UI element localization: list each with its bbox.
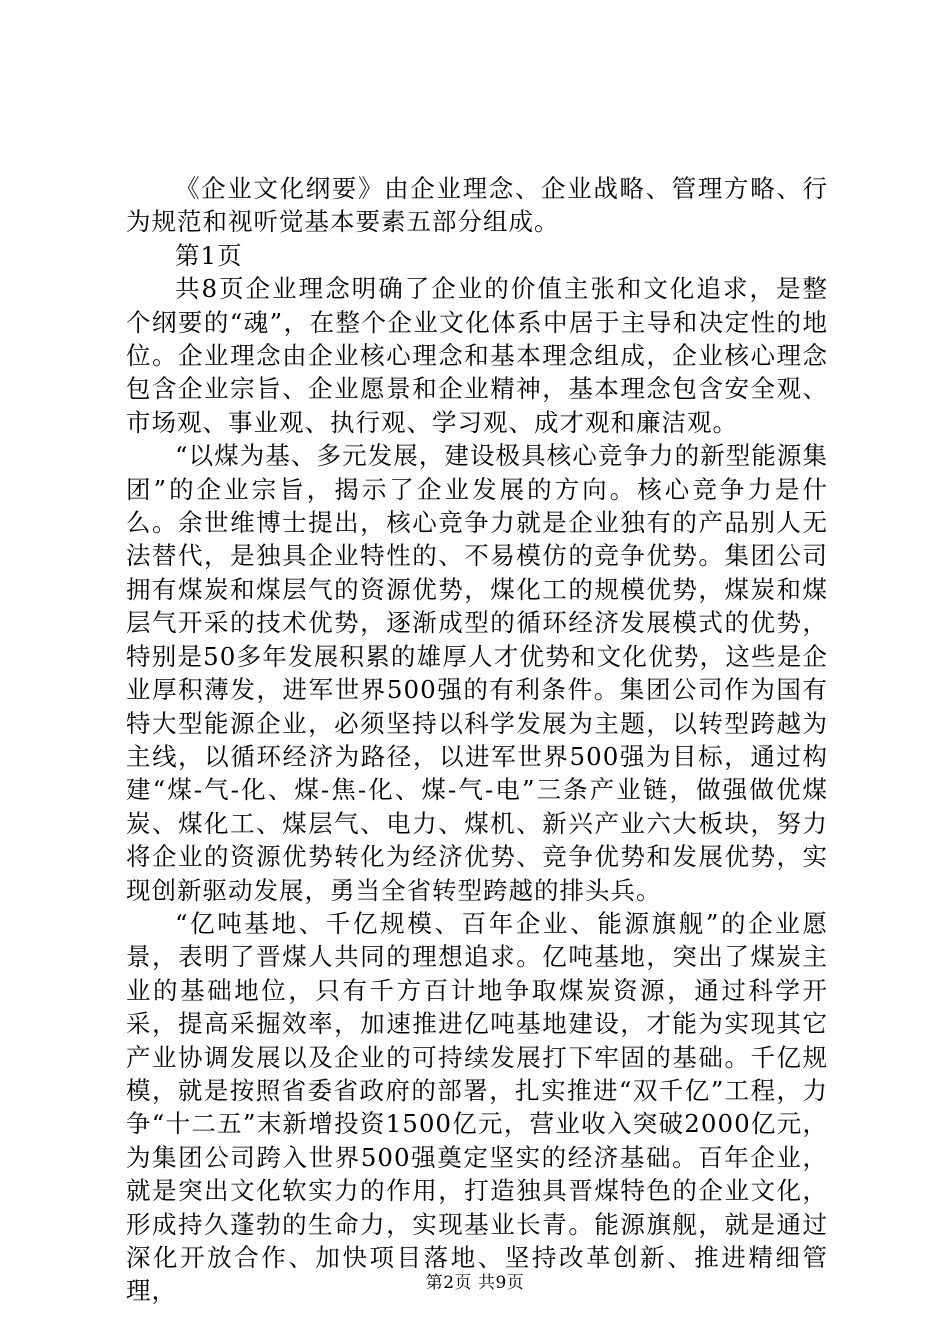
paragraph-enterprise-philosophy: 共8页企业理念明确了企业的价值主张和文化追求，是整个纲要的“魂”，在整个企业文化体系中居于主导和决定性的地位。企业理念由企业核心理念和基本理念组成，企业核心理念包含企业宗旨、企业愿景和企业精神，基本理念包含安全观、市场观、事业观、执行观、学习观、成才观和廉洁观。	[126, 274, 828, 437]
page-footer: 第2页 共9页	[425, 1273, 525, 1293]
paragraph-page-marker: 第1页	[175, 240, 243, 270]
paragraph-outline-intro: 《企业文化纲要》由企业理念、企业战略、管理方略、行为规范和视听觉基本要素五部分组成。	[126, 174, 828, 237]
document-body	[126, 172, 828, 1308]
paragraph-enterprise-purpose: “以煤为基、多元发展，建设极具核心竞争力的新型能源集团”的企业宗旨，揭示了企业发展的方向。核心竞争力是什么。余世维博士提出，核心竞争力就是企业独有的产品别人无法替代，是独具企业特性的、不易模仿的竞争优势。集团公司拥有煤炭和煤层气的资源优势，煤化工的规模优势，煤炭和煤层气开采的技术优势，逐渐成型的循环经济发展模式的优势，特别是50多年发展积累的雄厚人才优势和文化优势，这些是企业厚积薄发，进军世界500强的有利条件。集团公司作为国有特大型能源企业，必须坚持以科学发展为主题，以转型跨越为主线，以循环经济为路径，以进军世界500强为目标，通过构建“煤-气-化、煤-焦-化、煤-气-电”三条产业链，做强做优煤炭、煤化工、煤层气、电力、煤机、新兴产业六大板块，努力将企业的资源优势转化为经济优势、竞争优势和发展优势，实现创新驱动发展，勇当全省转型跨越的排头兵。	[126, 441, 828, 905]
paragraph-enterprise-vision: “亿吨基地、千亿规模、百年企业、能源旗舰”的企业愿景，表明了晋煤人共同的理想追求。亿吨基地，突出了煤炭主业的基础地位，只有千方百计地争取煤炭资源，通过科学开采，提高采掘效率，加速推进亿吨基地建设，才能为实现其它产业协调发展以及企业的可持续发展打下牢固的基础。千亿规模，就是按照省委省政府的部署，扎实推进“双千亿”工程，力争“十二五”末新增投资1500亿元，营业收入突破2000亿元，为集团公司跨入世界500强奠定坚实的经济基础。百年企业，就是突出文化软实力的作用，打造独具晋煤特色的企业文化，形成持久蓬勃的生命力，实现基业长青。能源旗舰，就是通过深化开放合作、加快项目落地、坚持改革创新、推进精细管理，	[126, 908, 828, 1306]
